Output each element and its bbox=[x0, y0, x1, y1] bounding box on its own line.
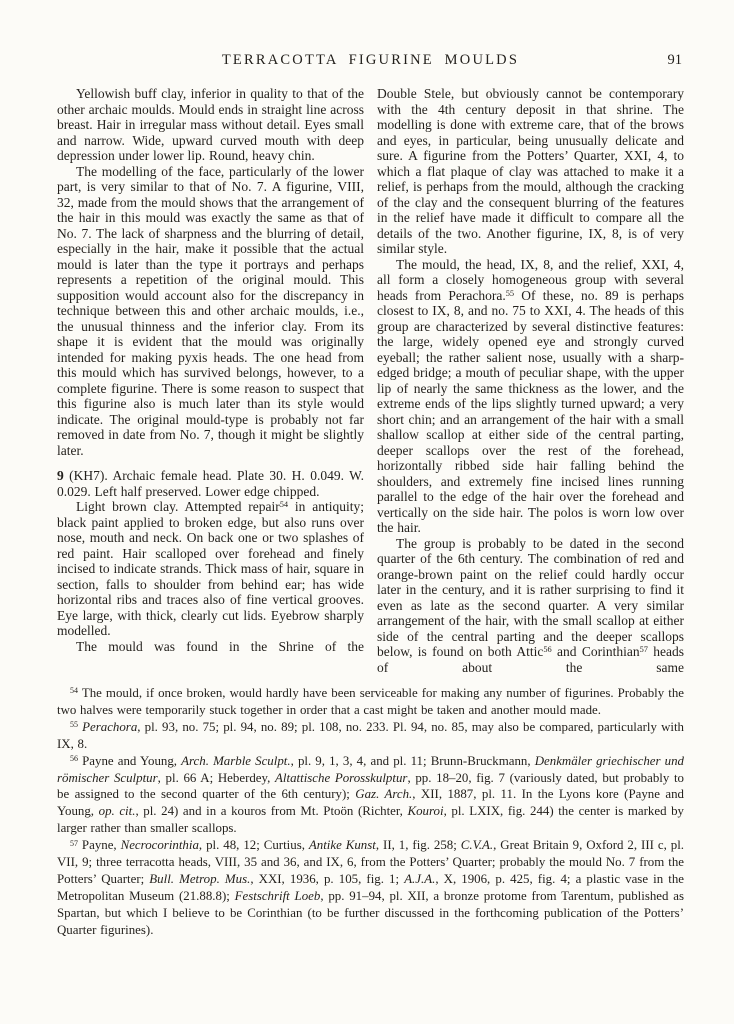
running-head-title: TERRACOTTA FIGURINE MOULDS bbox=[221, 52, 520, 68]
footnotes-section bbox=[57, 685, 684, 939]
paragraph-clay-description: Yellowish buff clay, inferior in quality to that of the other archaic moulds. Mould ends in straight line across breast. Hair in irregular mass without detail. Eyes small and narrow. Wide, upward curved mouth with deep depression under lower lip. Round, heavy chin. bbox=[57, 86, 364, 163]
right-column bbox=[377, 86, 684, 675]
footnote-54: $^{54}$ The mould, if once broken, would hardly have been serviceable for making any number of figurines. Probably the two halves were temporarily stuck together in order that a cast might be taken and another mould made. bbox=[57, 686, 684, 717]
page-header bbox=[57, 52, 684, 72]
text-columns bbox=[57, 86, 684, 675]
catalogue-entry-heading-9: 9 (KH7). Archaic female head. Plate 30. H. 0.049. W. 0.029. Left half preserved. Lower edge chipped. bbox=[57, 468, 364, 499]
page-number: 91 bbox=[667, 52, 682, 68]
left-column bbox=[57, 86, 364, 675]
paragraph-double-stele: Double Stele, but obviously cannot be contemporary with the 4th century deposit in that shrine. The modelling is done with extreme care, that of the brows and eyes, in particular, being unusually delicate and sure. A figurine from the Potters’ Quarter, XXI, 4, to which a flat plaque of clay was attached to make it a relief, is perhaps from the mould, although the cracking of the clay and the consequent blurring of the features in the relief have made it difficult to compare all the details of the two. Another figurine, IX, 8, is of very similar style. bbox=[377, 86, 684, 256]
footnote-56: $^{56}$ Payne and Young, Arch. Marble Sculpt., pl. 9, 1, 3, 4, and pl. 11; Brunn-Bruckmann, Denkmäler griechischer und römischer Sculptur, pl. 66 A; Heberdey, Altattische Porosskulptur, pp. 18–20, fig. 7 (variously dated, but probably to be assigned to the second quarter of the 6th century); Gaz. Arch., XII, 1887, pl. 11. In the Lyons kore (Payne and Young, op. cit., pl. 24) and in a kouros from Mt. Ptoön (Richter, Kouroi, pl. LXIX, fig. 244) the center is marked by larger rather than smaller scallops. bbox=[57, 753, 685, 836]
paragraph-entry-description: Light brown clay. Attempted repair$^{54}$ in antiquity; black paint applied to broken edge, but also runs over nose, mouth and neck. On back one or two splashes of red paint. Hair scalloped over forehead and finely incised to indicate strands. Thick mass of hair, square in section, falls to shoulder from behind ear; has wide horizontal ribs and traces also of fine vertical grooves. Eye large, with thick, clearly cut lids. Eyebrow sharply modelled. bbox=[57, 499, 365, 638]
paragraph-modelling-discussion: The modelling of the face, particularly of the lower part, is very similar to that of No. 7. A figurine, VIII, 32, made from the mould shows that the arrangement of the hair in this mould was exactly the same as that of No. 7. The lack of sharpness and the blurring of detail, especially in the hair, make it possible that the actual mould is later than the type it portrays and perhaps represents a repetition of the original mould. This supposition would account also for the discrepancy in technique between this and other archaic moulds, i.e., the unusual thinness and the inferior clay. From its shape it is evident that the mould was originally intended for making pyxis heads. The one head from this mould which has survived belongs, however, to a complete figurine. There is some reason to suspect that this figurine also is much later than its style would indicate. The original mould-type is probably not far removed in date from No. 7, though it might be slightly later. bbox=[57, 163, 364, 458]
paragraph-group-dating: The group is probably to be dated in the second quarter of the 6th century. The combination of red and orange-brown paint on the relief could hardly occur later in the century, and it is rather surprising to find it even as late as the second quarter. A very similar arrangement of the hair, with the small scallop at either side of the central parting and the deeper scallops below, is found on both Attic$^{56}$ and Corinthian$^{57}$ heads of about the same bbox=[377, 535, 684, 675]
footnote-57: $^{57}$ Payne, Necrocorinthia, pl. 48, 12; Curtius, Antike Kunst, II, 1, fig. 258; C.V.A., Great Britain 9, Oxford 2, III c, pl. VII, 9; three terracotta heads, VIII, 35 and 36, and IX, 6, from the Potters’ Quarter; probably the mould No. 7 from the Potters’ Quarter; Bull. Metrop. Mus., XXI, 1936, p. 105, fig. 1; A.J.A., X, 1906, p. 425, fig. 4; a plastic vase in the Metropolitan Museum (21.88.8); Festschrift Loeb, pp. 91–94, pl. XII, a bronze protome from Tarentum, published as Spartan, but which I believe to be Corinthian (to be further discussed in the forthcoming publication of the Potters’ Quarter figurines). bbox=[57, 838, 685, 937]
paragraph-group-features: The mould, the head, IX, 8, and the relief, XXI, 4, all form a closely homogeneous group with several heads from Perachora.$^{55}$ Of these, no. 89 is perhaps closest to IX, 8, and no. 75 to XXI, 4. The heads of this group are characterized by several distinctive features: the large, widely opened eye and strongly curved eyeball; the rather salient nose, usually with a sharp-edged bridge; a mouth of peculiar shape, with the upper lip of nearly the same thickness as the lower, and the extreme ends of the lips slightly turned upward; a very short chin; and an arrangement of the hair with a small shallow scallop at either side of the central parting, deeper scallops over the rest of the forehead, horizontally ribbed side hair falling behind the shoulders, and extremely fine incised lines running parallel to the edge of the hair over the forehead and vertically on the side hair. The polos is worn low over the hair. bbox=[377, 256, 685, 535]
footnote-55: $^{55}$ Perachora, pl. 93, no. 75; pl. 94, no. 89; pl. 108, no. 233. Pl. 94, no. 85, may also be compared, particularly with IX, 8. bbox=[57, 719, 684, 751]
paragraph-mould-findspot: The mould was found in the Shrine of the bbox=[76, 638, 364, 654]
